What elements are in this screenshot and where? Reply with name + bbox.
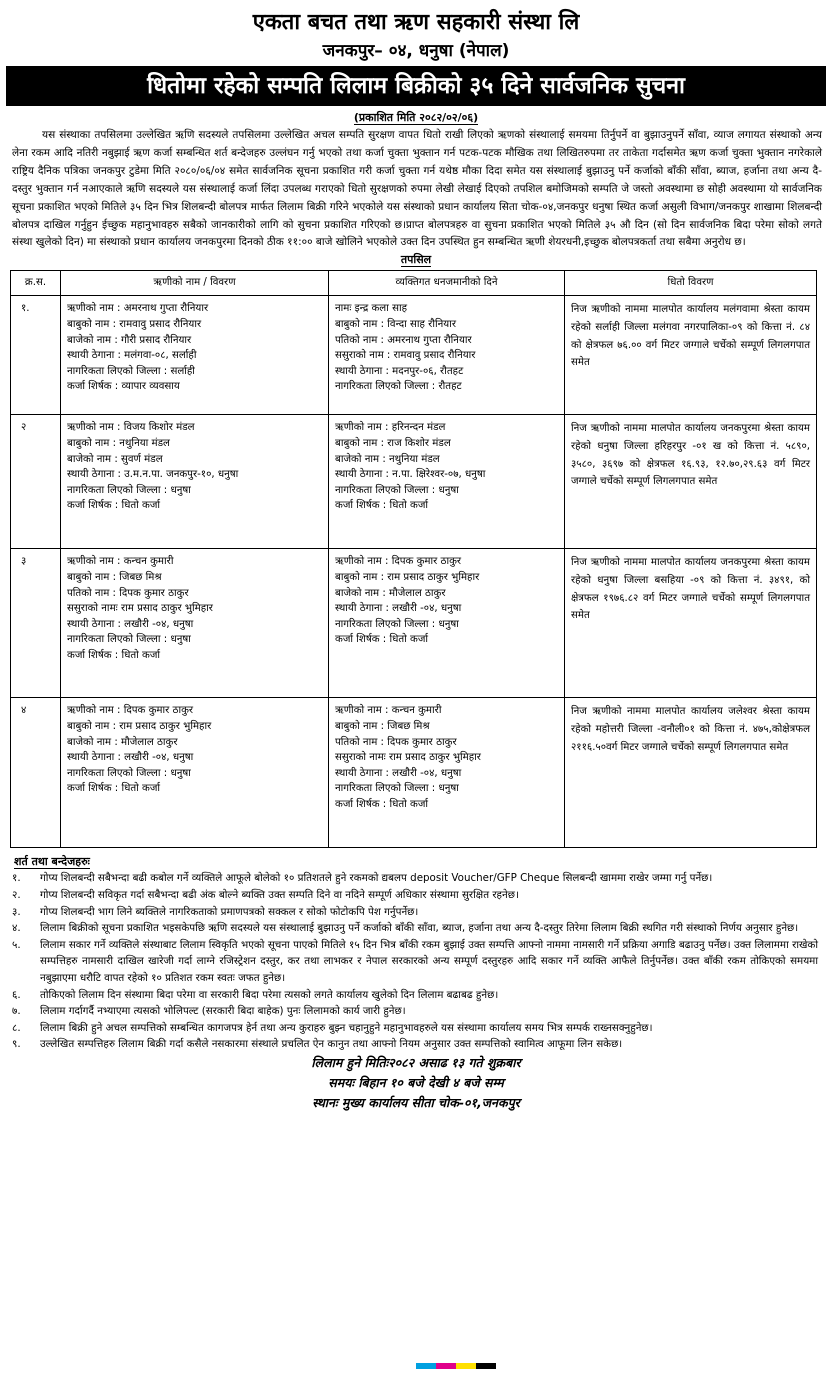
borrower-detail-line: ऋणीको नाम : दिपक कुमार ठाकुर <box>67 705 194 717</box>
term-item <box>12 1003 818 1020</box>
guarantor-detail-line: बाबुको नाम : राज किशोर मंडल <box>335 437 451 449</box>
borrower-detail-line: बाबुको नाम : रामवावु प्रसाद रौनियार <box>67 318 202 330</box>
borrower-detail-line: ऋणीको नाम : कन्चन कुमारी <box>67 556 174 568</box>
term-item <box>12 870 818 887</box>
term-text: गोप्य शिलबन्दी सविकृत गर्दा सबैभन्दा बढी अंक बोल्ने ब्यक्ति उक्त सम्पति दिने वा नदिने सम्पूर्ण अधिकार संस्थामा सुरक्षित रहनेछ। <box>40 888 519 901</box>
table-header-row <box>11 271 817 296</box>
guarantor-detail-line: स्थायी ठेगाना : लखौरी -०४, धनुषा <box>335 767 462 779</box>
auction-place: स्थानः मुख्य कार्यालय सीता चोक-०१,जनकपुर <box>312 1094 520 1110</box>
crop-mark-magenta <box>436 1363 456 1369</box>
crop-mark-cyan <box>416 1363 436 1369</box>
guarantor-detail-line: ससुराको नामः राम प्रसाद ठाकुर भुमिहार <box>335 752 481 764</box>
guarantor-detail-line: नागरिकता लिएको जिल्ला : धनुषा <box>335 618 459 630</box>
table-title: तपसिल <box>400 253 432 267</box>
guarantor-details <box>329 296 565 415</box>
borrower-detail-line: कर्जा शिर्षक : धितो कर्जा <box>67 783 161 795</box>
collateral-details: निज ऋणीको नाममा मालपोत कार्यालय जनकपुरमा श्रेस्ता कायम रहेको धनुषा जिल्ला हरिहरपुर -०१ ख को कित्ता नं. ५८९०, ३५८०, ३६९७ को क्षेत्रफल १६.९३, १२.७०,२९.६३ वर्ग मिटर जग्गाले चर्चेको सम्पूर्ण लिगलगपात समेत <box>565 415 817 549</box>
borrower-details <box>61 549 329 698</box>
guarantor-detail-line: स्थायी ठेगाना : न.पा. क्षिरेश्वर-०७, धनुषा <box>335 469 486 481</box>
guarantor-detail-line: बाजेको नाम : नथुनिया मंडल <box>335 453 440 465</box>
term-number: ७. <box>12 1005 21 1018</box>
borrower-detail-line: पतिको नाम : दिपक कुमार ठाकुर <box>67 587 189 599</box>
table-row <box>11 549 817 698</box>
term-number: ४. <box>12 922 21 935</box>
term-number: ८. <box>12 1021 21 1034</box>
guarantor-detail-line: पतिको नाम : दिपक कुमार ठाकुर <box>335 736 457 748</box>
borrower-detail-line: कर्जा शिर्षक : व्यापार व्यवसाय <box>67 381 180 393</box>
borrower-detail-line: स्थायी ठेगाना : मलंगवा-०८, सर्लाही <box>67 350 197 362</box>
collateral-details: निज ऋणीको नाममा मालपोत कार्यालय जनकपुरमा श्रेस्ता कायम रहेको धनुषा जिल्ला बसहिया -०९ को कित्ता नं. ३४९१, को क्षेत्रफल १९७६.८२ वर्ग मिटर जग्गाले चर्चेको सम्पूर्ण लिगलगपात समेत <box>565 549 817 698</box>
term-item <box>12 887 818 904</box>
term-number: ५. <box>12 938 21 951</box>
term-text: गोप्य शिलबन्दी भाग लिने ब्यक्तिले नागरिकताको प्रमाणपत्रको सक्कल र सोको फोटोकपि पेश गर्नुपर्नेछ। <box>40 905 419 918</box>
crop-mark-yellow <box>456 1363 476 1369</box>
borrower-detail-line: ऋणीको नाम : विजय किशोर मंडल <box>67 422 195 434</box>
term-text: लिलाम बिक्रीको सूचना प्रकाशित भइसकेपछि ऋणि सदस्यले यस संस्थालाई बुझाउनु पर्ने कर्जाको बाँकी साँवा, ब्याज, हर्जाना तथा अन्य दै-दस्तुर तिरेमा लिलाम बिक्री स्थगित गरी संस्थाको निर्णय अनुसार हुनेछ। <box>40 922 799 935</box>
guarantor-detail-line: स्थायी ठेगाना : लखौरी -०४, धनुषा <box>335 603 462 615</box>
borrower-detail-line: कर्जा शिर्षक : धितो कर्जा <box>67 649 161 661</box>
intro-paragraph: यस संस्थाका तपसिलमा उल्लेखित ऋणि सदस्यले तपसिलमा उल्लेखित अचल सम्पति सुरक्षण वापत धितो राखी लिएको ऋणको संस्थालाई समयमा तिर्नुपर्ने वा बुझाउनुपर्ने साँवा, व्याज लगायत संस्थाको अन्य लेना रकम आदि नतिरी नबुझाई ऋण कर्जा सम्बन्धित शर्त बन्देजहरु उल्लंघन गर्नु भएको तथा कर्जा चुक्ता भुक्तान गर्न पटक-पटक मौखिक तथा लिखितरुपमा तर ताकेता गर्दासमेत ऋण कर्जा चुक्ता भुक्तान नगरेकाले राष्ट्रिय दैनिक पत्रिका जनकपुर टुडेमा मिति २०८०/०६/०४ समेत सार्वजनिक सूचना प्रकाशित गरी कर्जा चुक्ता गर्न यथेष्ठ मौका दिदा समेत यस संस्थालाई बुझाउनु पर्ने कर्जाको बाँकी साँवा, ब्याज, हर्जाना तथा अन्य दै-दस्तुर भुक्तान गर्न नआएकाले ऋणि सदस्यले यस संस्थालाई कर्जा लिंदा उपलब्ध गराएको धितो सुरक्षणको रुपमा लेखी लेखाई दिएको तपशिल बमोजिमको सम्पति जे जस्तो अवस्थामा छ सोही अवस्थामा यो सार्वजनिक सूचना प्रकाशित भएको मितिले ३५ दिन भित्र शिलबन्दी बोलपत्र मार्फत लिलाम बिक्री गरिने भएकोले यस संस्थाको प्रधान कार्यालय सिता चोक-०४,जनकपुर धनुषा स्थित कर्जा असुली विभाग/जनकपुर शाखामा शिलबन्दी बोलपत्र दाखिल गर्नुहुन ईच्छुक महानुभावहरु सबैको जानकारीको लागि को सुचना प्रकाशित गरिएको छ।प्राप्त बोलपत्रहरु वा सुचना प्रकाशित भएको मितिले ३५ औ दिन (सो दिन सार्वजनिक बिदा परेमा सोको लगते संस्था खुलेको दिन) मा संस्थाको प्रधान कार्यालय जनकपुरमा दिनको ठीक ११:०० बाजे खोलिने भएकोले उक्त दिन उपस्थित हुन सम्बन्धित ऋणी शेयरधनी,इच्छुक बोलपत्रकर्ता तथा सबैमा अनुरोध छ। <box>12 129 822 249</box>
term-text: गोप्य शिलबन्दी सबैभन्दा बढी कबोल गर्ने व्यक्तिले आफूले बोलेको १० प्रतिशतले हुने रकमको द्यबलप deposit Voucher/GFP Cheque सिलबन्दी खाममा राखेर जम्मा गर्नु पर्नेछ। <box>40 872 713 885</box>
term-text: लिलाम बिक्री हुने अचल सम्पत्तिको सम्बन्धित कागजपत्र हेर्न तथा अन्य कुराहरु बुझ्न चहानुहुने महानुभावहरुले यस संस्थामा कार्यालय समय भित्र सम्पर्क राख्नसक्नुहुनेछ। <box>40 1021 653 1034</box>
term-number: ६. <box>12 988 21 1001</box>
guarantor-detail-line: बाजेको नाम : मौजेलाल ठाकुर <box>335 587 446 599</box>
terms-list <box>6 870 826 1053</box>
term-item <box>12 987 818 1004</box>
guarantor-detail-line: कर्जा शिर्षक : धितो कर्जा <box>335 634 429 646</box>
term-text: तोकिएको लिलाम दिन संस्थामा बिदा परेमा वा सरकारी बिदा परेमा त्यसको लगते कार्यालय खुलेको दिन लिलाम बढाबढ हुनेछ। <box>40 988 499 1001</box>
col-header-collateral: धितो विवरण <box>565 271 817 296</box>
borrower-detail-line: नागरिकता लिएको जिल्ला : धनुषा <box>67 767 191 779</box>
borrower-detail-line: बाजेको नाम : गौरी प्रसाद रौनियार <box>67 334 192 346</box>
table-row <box>11 698 817 848</box>
published-date: (प्रकाशित मिति २०८२/०२/०६) <box>353 111 479 124</box>
row-serial-number: २ <box>11 415 61 549</box>
borrower-details <box>61 296 329 415</box>
guarantor-detail-line: बाबुको नाम : राम प्रसाद ठाकुर भुमिहार <box>335 571 480 583</box>
collateral-details: निज ऋणीको नाममा मालपोत कार्यालय मलंगवामा श्रेस्ता कायम रहेको सर्लाही जिल्ला मलंगवा नगरपालिका-०९ को कित्ता नं. ८४ को क्षेत्रफल ७६.०० वर्ग मिटर जग्गाले चर्चेको सम्पूर्ण लिगलगपात समेत <box>565 296 817 415</box>
guarantor-detail-line: नागरिकता लिएको जिल्ला : रौतहट <box>335 381 462 393</box>
guarantor-detail-line: पतिको नाम : अमरनाथ गुप्ता रौनियार <box>335 334 472 346</box>
term-number: २. <box>12 888 21 901</box>
borrower-detail-line: बाजेको नाम : मौजेलाल ठाकुर <box>67 736 178 748</box>
term-item <box>12 937 818 987</box>
organization-name: एकता बचत तथा ऋण सहकारी संस्था लि <box>252 10 580 35</box>
guarantor-detail-line: ऋणीको नाम : दिपक कुमार ठाकुर <box>335 556 462 568</box>
guarantor-detail-line: स्थायी ठेगाना : मदनपुर-०६, रौतहट <box>335 365 464 377</box>
guarantor-details <box>329 415 565 549</box>
auction-date: लिलाम हुने मितिः२०८२ असाढ १३ गते शुक्रबार <box>311 1054 521 1070</box>
organization-address: जनकपुर– ०४, धनुषा (नेपाल) <box>322 41 510 61</box>
row-serial-number: ३ <box>11 549 61 698</box>
borrower-details <box>61 415 329 549</box>
term-text: लिलाम गर्दागर्दै नभ्याएमा त्यसको भोलिपल्ट (सरकारी बिदा बाहेक) पुनः लिलामको कार्य जारी हुनेछ। <box>40 1005 406 1018</box>
borrower-detail-line: स्थायी ठेगाना : उ.म.न.पा. जनकपुर-१०, धनुषा <box>67 469 239 481</box>
borrower-detail-line: नागरिकता लिएको जिल्ला : धनुषा <box>67 484 191 496</box>
borrower-detail-line: बाबुको नाम : राम प्रसाद ठाकुर भुमिहार <box>67 720 212 732</box>
borrower-detail-line: बाजेको नाम : सुवर्ण मंडल <box>67 453 163 465</box>
term-number: ३. <box>12 905 21 918</box>
term-number: १. <box>12 872 21 885</box>
col-header-borrower: ऋणीको नाम / विवरण <box>61 271 329 296</box>
guarantor-details <box>329 698 565 848</box>
term-item <box>12 1036 818 1053</box>
borrower-detail-line: नागरिकता लिएको जिल्ला : सर्लाही <box>67 365 195 377</box>
notice-title-banner: धितोमा रहेको सम्पति लिलाम बिक्रीको ३५ दिने सार्वजनिक सुचना <box>6 66 826 106</box>
borrower-detail-line: नागरिकता लिएको जिल्ला : धनुषा <box>67 634 191 646</box>
guarantor-detail-line: ऋणीको नाम : कन्चन कुमारी <box>335 705 442 717</box>
borrower-details <box>61 698 329 848</box>
borrower-detail-line: स्थायी ठेगाना : लखौरी -०४, धनुषा <box>67 752 194 764</box>
guarantor-detail-line: कर्जा शिर्षक : धितो कर्जा <box>335 500 429 512</box>
guarantor-detail-line: ससुराको नाम : रामवावु प्रसाद रौनियार <box>335 350 476 362</box>
property-table <box>10 270 817 848</box>
term-text: लिलाम सकार गर्ने व्यक्तिले संस्थाबाट लिलाम स्विकृति भएको सूचना पाएको मितिले १५ दिन भित्र बाँकी रकम बुझाई उक्त सम्पत्ति आफ्नो नाममा नामसारी गर्ने प्रक्रिया अगाडि बढाउनु पर्नेछ। उक्त लिलाममा राखेको सम्पत्तिहरु नामसारी दाखिल खारेजी गर्दा लाग्ने रजिस्ट्रेशन दस्तुर, कर तथा लाभकर र नेपाल सरकारको अन्य सम्पूर्ण दस्तुरहरु आदि सकार गर्ने व्यक्ति आफैले तिर्नुपर्नेछ। उक्त बाँकी रकम तोकिएको समयमा नबुझाएमा धरौटि वापत रहेको १० प्रतिशत रकम स्वतः जफत हुनेछ। <box>40 938 818 984</box>
table-row <box>11 415 817 549</box>
crop-mark-black <box>476 1363 496 1369</box>
guarantor-detail-line: नागरिकता लिएको जिल्ला : धनुषा <box>335 484 459 496</box>
borrower-detail-line: बाबुको नाम : नथुनिया मंडल <box>67 437 170 449</box>
borrower-detail-line: स्थायी ठेगाना : लखौरी -०४, धनुषा <box>67 618 194 630</box>
borrower-detail-line: ससुराको नामः राम प्रसाद ठाकुर भुमिहार <box>67 603 213 615</box>
auction-time: समयः बिहान १० बजे देखी ४ बजे सम्म <box>328 1074 504 1090</box>
row-serial-number: १. <box>11 296 61 415</box>
guarantor-detail-line: ऋणीको नाम : हरिनन्दन मंडल <box>335 422 446 434</box>
borrower-detail-line: कर्जा शिर्षक : धितो कर्जा <box>67 500 161 512</box>
guarantor-details <box>329 549 565 698</box>
guarantor-detail-line: नामः इन्द्र कला साह <box>335 303 408 315</box>
guarantor-detail-line: नागरिकता लिएको जिल्ला : धनुषा <box>335 783 459 795</box>
term-item <box>12 1020 818 1037</box>
terms-heading: शर्त तथा बन्देजहरुः <box>14 855 90 869</box>
row-serial-number: ४ <box>11 698 61 848</box>
notice-page <box>6 6 826 1113</box>
term-item <box>12 904 818 921</box>
borrower-detail-line: बाबुको नाम : जिबछ मिश्र <box>67 571 162 583</box>
col-header-sn: क्र.स. <box>11 271 61 296</box>
table-row <box>11 296 817 415</box>
col-header-guarantor: व्यक्तिगत धनजमानीको दिने <box>329 271 565 296</box>
term-number: ९. <box>12 1038 21 1051</box>
collateral-details: निज ऋणीको नाममा मालपोत कार्यालय जलेश्वर श्रेस्ता कायम रहेको महोत्तरी जिल्ला -वनौली०१ को कित्ता नं. ४७५,कोक्षेत्रफल २११६.५०वर्ग मिटर जग्गाले चर्चेको सम्पूर्ण लिगलगपात समेत <box>565 698 817 848</box>
borrower-detail-line: ऋणीको नाम : अमरनाथ गुप्ता रौनियार <box>67 303 209 315</box>
term-item <box>12 920 818 937</box>
term-text: उल्लेखित सम्पत्तिहरु लिलाम बिक्री गर्दा कसैले नसकारमा संस्थाले प्रचलित ऐन कानुन तथा आफ्नो नियम अनुसार उक्त सम्पत्तिको स्वामित्व आफूमा लिन सकेछ। <box>40 1038 623 1051</box>
guarantor-detail-line: बाबुको नाम : विन्दा साह रौनियार <box>335 318 456 330</box>
guarantor-detail-line: बाबुको नाम : जिबछ मिश्र <box>335 720 430 732</box>
guarantor-detail-line: कर्जा शिर्षक : धितो कर्जा <box>335 798 429 810</box>
